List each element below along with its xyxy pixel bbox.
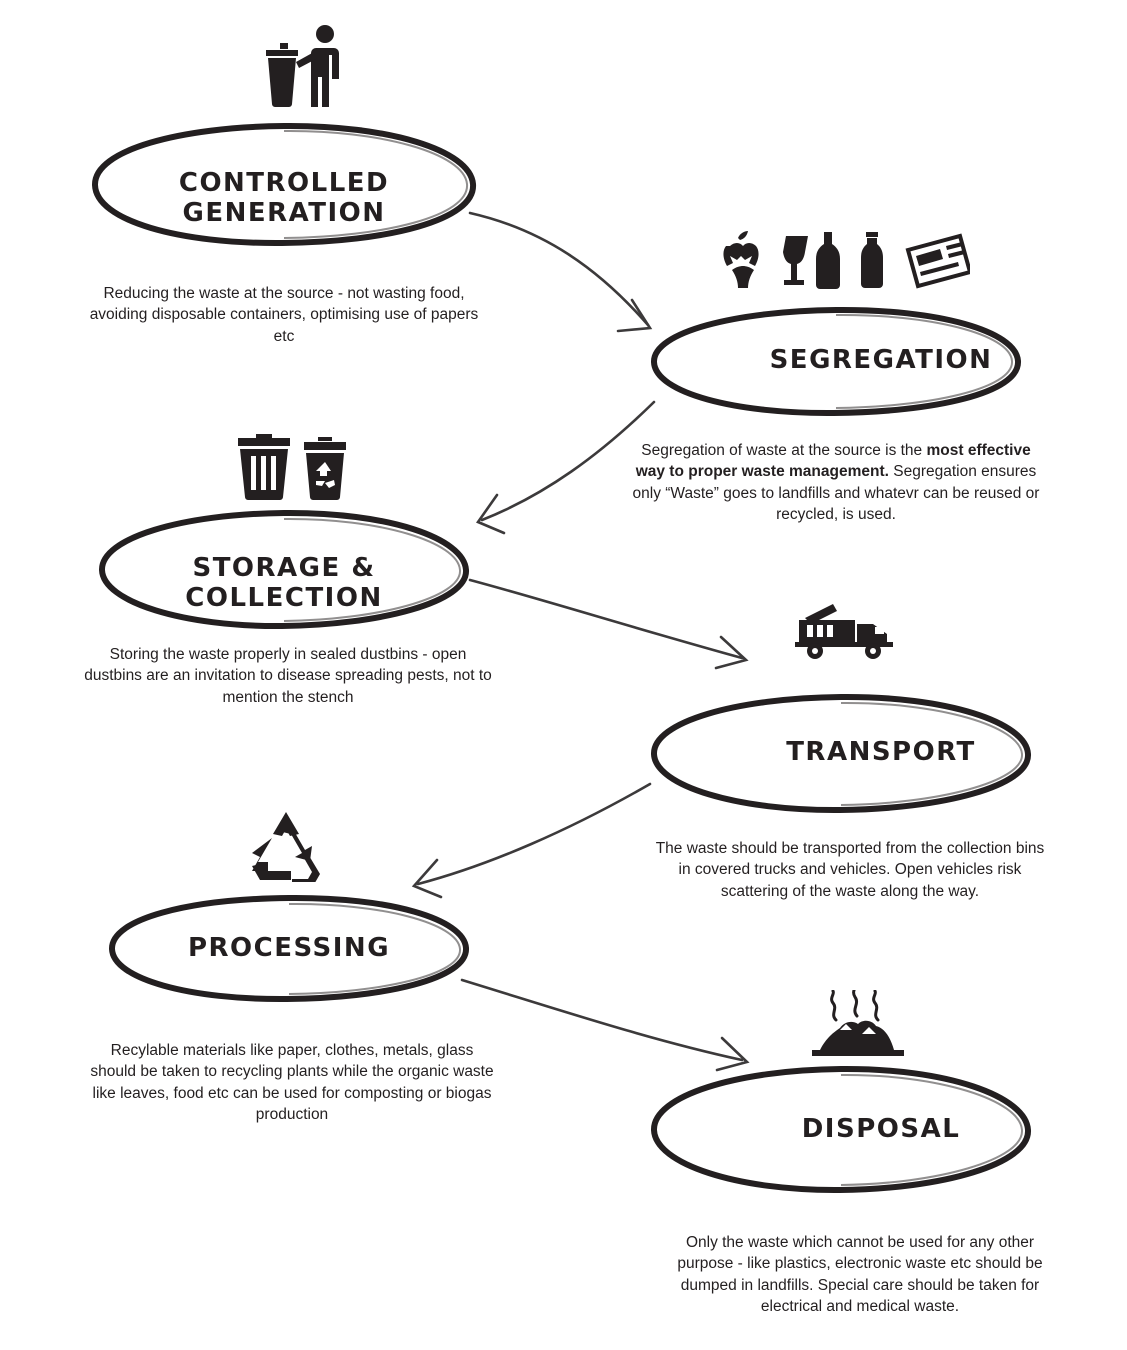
connector-processing-to-disposal (462, 980, 742, 1060)
node-label: STORAGE & COLLECTION (185, 553, 383, 613)
dustbin-and-recycling-bin-icon (230, 434, 348, 500)
node-processing[interactable] (108, 893, 470, 1003)
connector-generation-to-segregation (470, 213, 648, 325)
arrowhead-3 (716, 637, 746, 668)
segregation-desc-bold: most effective way to proper waste management. (635, 442, 1031, 481)
node-segregation[interactable] (650, 305, 1022, 417)
description-transport: The waste should be transported from the collection bins in covered trucks and vehicles. Open vehicles risk scattering of the waste along the way. (655, 840, 1045, 900)
description-disposal: Only the waste which cannot be used for any other purpose - like plastics, electronic waste etc should be dumped in landfills. Special care should be taken for electrical and medical waste. (677, 1234, 1043, 1316)
person-throwing-trash-icon (264, 24, 348, 110)
arrowhead-1 (618, 300, 650, 331)
node-label: DISPOSAL (801, 1114, 961, 1144)
recycling-symbol-icon (248, 810, 324, 882)
node-transport[interactable] (650, 692, 1032, 814)
arrowhead-2 (478, 495, 504, 533)
description-controlled-generation: Reducing the waste at the source - not wasting food, avoiding disposable containers, optimising use of papers etc (89, 285, 479, 345)
segregation-desc-part1: Segregation of waste at the source is the (641, 442, 927, 459)
segregation-desc-part2: Segregation ensures only “Waste” goes to landfills and whatevr can be reused or recycled, is used. (632, 463, 1040, 524)
node-disposal[interactable] (650, 1064, 1032, 1194)
node-label: PROCESSING (187, 933, 391, 963)
connector-segregation-to-storage (482, 402, 654, 520)
waste-types-icon (720, 230, 970, 292)
description-segregation (630, 440, 1042, 526)
description-processing: Recylable materials like paper, clothes, metals, glass should be taken to recycling plants while the organic waste like leaves, food etc can be used for composting or biogas production (90, 1042, 494, 1124)
landfill-smoke-icon (810, 990, 906, 1058)
node-controlled-generation[interactable] (88, 120, 480, 248)
node-label: TRANSPORT (786, 737, 976, 767)
node-storage-collection[interactable] (98, 508, 470, 630)
node-label: SEGREGATION (769, 345, 993, 375)
garbage-truck-icon (793, 600, 901, 660)
connector-transport-to-processing (418, 784, 650, 884)
node-label: CONTROLLED GENERATION (178, 168, 390, 228)
arrowhead-4 (414, 860, 441, 897)
connector-storage-to-transport (470, 580, 742, 658)
description-storage-collection: Storing the waste properly in sealed dustbins - open dustbins are an invitation to disease spreading pests, not to mention the stench (84, 646, 492, 706)
